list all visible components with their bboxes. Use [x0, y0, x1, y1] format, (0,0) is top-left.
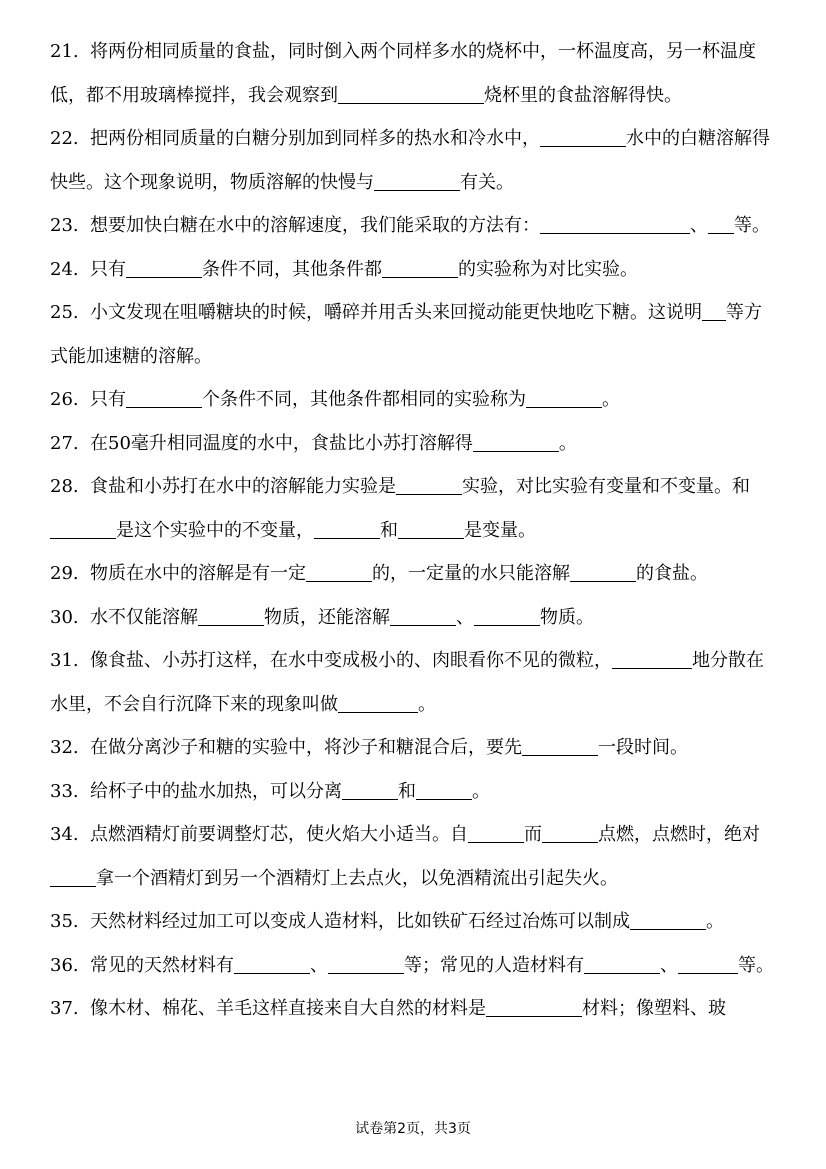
question-text: 而 [524, 824, 542, 845]
answer-blank[interactable] [486, 998, 582, 1017]
question-text: 小文发现在咀嚼糖块的时候，嚼碎并用舌头来回搅动能更快地吃下糖。这说明 [90, 302, 702, 323]
answer-blank[interactable] [398, 520, 464, 539]
question-text: 等方式能加速糖的溶解。 [50, 302, 762, 367]
answer-blank[interactable] [374, 172, 460, 191]
question-text: 水中的白糖溶解得快些。这个现象说明，物质溶解的快慢与 [50, 128, 770, 193]
question-number: 36. [50, 954, 79, 976]
question-text: 等。 [738, 954, 774, 976]
question-28 [50, 465, 776, 552]
question-text: 、 [456, 606, 474, 628]
question-number: 34. [50, 824, 79, 845]
question-text: 常见的天然材料有 [90, 954, 234, 976]
answer-blank[interactable] [306, 563, 372, 582]
question-text: 将两份相同质量的食盐，同时倒入两个同样多水的烧杯中，一杯温度高，另一杯温度低，都不用玻璃棒搅拌，我会观察到 [50, 41, 756, 106]
question-text: 。 [472, 780, 490, 802]
answer-blank[interactable] [542, 824, 598, 843]
question-number: 32. [50, 737, 79, 758]
question-23 [50, 204, 776, 248]
question-text: 地分散在水里，不会自行沉降下来的现象叫做 [50, 650, 764, 715]
answer-blank[interactable] [416, 781, 472, 800]
answer-blank[interactable] [50, 868, 96, 887]
question-text: 。 [602, 389, 620, 410]
answer-blank[interactable] [314, 520, 380, 539]
question-26 [50, 378, 776, 422]
question-35 [50, 900, 776, 944]
question-text: 有关。 [460, 171, 514, 193]
question-text: 天然材料经过加工可以变成人造材料，比如铁矿石经过冶炼可以制成 [90, 911, 630, 932]
answer-blank[interactable] [612, 650, 692, 669]
question-number: 23. [50, 215, 79, 236]
question-text: 和 [380, 519, 398, 541]
question-text: 物质在水中的溶解是有一定 [90, 563, 306, 584]
answer-blank[interactable] [338, 85, 484, 104]
question-text: 、 [660, 954, 678, 976]
answer-blank[interactable] [540, 215, 690, 234]
question-31 [50, 639, 776, 726]
question-text: 和 [398, 780, 416, 802]
question-number: 22. [50, 128, 79, 149]
answer-blank[interactable] [126, 259, 202, 278]
question-34 [50, 813, 776, 900]
question-text: 拿一个酒精灯到另一个酒精灯上去点火，以免酒精流出引起失火。 [96, 867, 618, 889]
question-text: 像食盐、小苏打这样，在水中变成极小的、肉眼看你不见的微粒， [90, 650, 612, 671]
question-number: 28. [50, 476, 79, 497]
answer-blank[interactable] [234, 955, 310, 974]
question-37 [50, 987, 776, 1031]
question-33 [50, 770, 776, 814]
question-text: 是变量。 [464, 519, 536, 541]
answer-blank[interactable] [50, 520, 116, 539]
answer-blank[interactable] [474, 607, 540, 626]
answer-blank[interactable] [396, 476, 462, 495]
question-text: 水不仅能溶解 [90, 606, 198, 628]
answer-blank[interactable] [382, 259, 458, 278]
question-number: 33. [50, 780, 79, 802]
answer-blank[interactable] [584, 955, 660, 974]
question-text: 食盐和小苏打在水中的溶解能力实验是 [90, 476, 396, 497]
question-27 [50, 422, 776, 466]
question-text: 。 [418, 693, 436, 715]
page-footer: 试卷第2页，共3页 [355, 1121, 471, 1137]
question-text: 只有 [90, 258, 126, 280]
question-number: 26. [50, 389, 79, 410]
question-number: 21. [50, 41, 79, 62]
answer-blank[interactable] [328, 955, 404, 974]
question-22 [50, 117, 776, 204]
question-text: 一段时间。 [598, 737, 688, 758]
answer-blank[interactable] [702, 302, 726, 321]
question-text: 烧杯里的食盐溶解得快。 [484, 84, 682, 106]
answer-blank[interactable] [342, 781, 398, 800]
question-text: 条件不同，其他条件都 [202, 258, 382, 280]
answer-blank[interactable] [338, 694, 418, 713]
question-text: 把两份相同质量的白糖分别加到同样多的热水和冷水中， [90, 128, 540, 149]
question-text: 和 [732, 476, 750, 497]
question-text: 。 [706, 911, 724, 932]
question-text: 物质，还能溶解 [264, 606, 390, 628]
answer-blank[interactable] [473, 433, 559, 452]
answer-blank[interactable] [570, 563, 636, 582]
question-25 [50, 291, 776, 378]
answer-blank[interactable] [198, 607, 264, 626]
question-text: 。 [558, 432, 577, 454]
question-text: 想要加快白糖在水中的溶解速度，我们能采取的方法有： [90, 215, 540, 236]
question-text: 、 [310, 954, 328, 976]
question-text: 在50毫升相同温度的水中，食盐比小苏打溶解得 [90, 432, 473, 454]
question-text: 的，一定量的水只能溶解 [372, 563, 570, 584]
answer-blank[interactable] [540, 128, 626, 147]
answer-blank[interactable] [678, 955, 738, 974]
question-21 [50, 30, 776, 117]
answer-blank[interactable] [522, 737, 598, 756]
question-text: 像木材、棉花、羊毛这样直接来自大自然的材料是 [90, 998, 486, 1019]
question-text: 材料；像塑料、玻 [582, 998, 726, 1019]
answer-blank[interactable] [526, 389, 602, 408]
question-text: 在做分离沙子和糖的实验中，将沙子和糖混合后，要先 [90, 737, 522, 758]
question-number: 27. [50, 432, 79, 454]
answer-blank[interactable] [390, 607, 456, 626]
question-text: 点燃，点燃时，绝对 [598, 824, 760, 845]
answer-blank[interactable] [630, 911, 706, 930]
question-number: 30. [50, 606, 79, 628]
question-number: 24. [50, 258, 79, 280]
question-24 [50, 248, 776, 292]
answer-blank[interactable] [708, 215, 734, 234]
answer-blank[interactable] [468, 824, 524, 843]
question-text: 给杯子中的盐水加热，可以分离 [90, 780, 342, 802]
question-text: 的食盐。 [636, 563, 708, 584]
question-text: 等；常见的人造材料有 [404, 954, 584, 976]
question-text: 的实验称为对比实验。 [458, 258, 638, 280]
question-text: 个条件不同，其他条件都相同的实验称为 [202, 389, 526, 410]
answer-blank[interactable] [126, 389, 202, 408]
question-text: 、 [690, 215, 708, 236]
question-number: 35. [50, 911, 79, 932]
question-text: 是这个实验中的不变量， [116, 519, 314, 541]
question-32 [50, 726, 776, 770]
question-text: 实验，对比实验有变量和不变量。 [462, 476, 732, 497]
question-text: 只有 [90, 389, 126, 410]
question-29 [50, 552, 776, 596]
question-number: 37. [50, 998, 79, 1019]
question-number: 25. [50, 302, 79, 323]
question-text: 物质。 [540, 606, 594, 628]
question-30 [50, 596, 776, 640]
question-number: 31. [50, 650, 79, 671]
question-number: 29. [50, 563, 79, 584]
question-36 [50, 944, 776, 988]
question-text: 等。 [734, 215, 770, 236]
question-text: 点燃酒精灯前要调整灯芯，使火焰大小适当。自 [90, 824, 468, 845]
